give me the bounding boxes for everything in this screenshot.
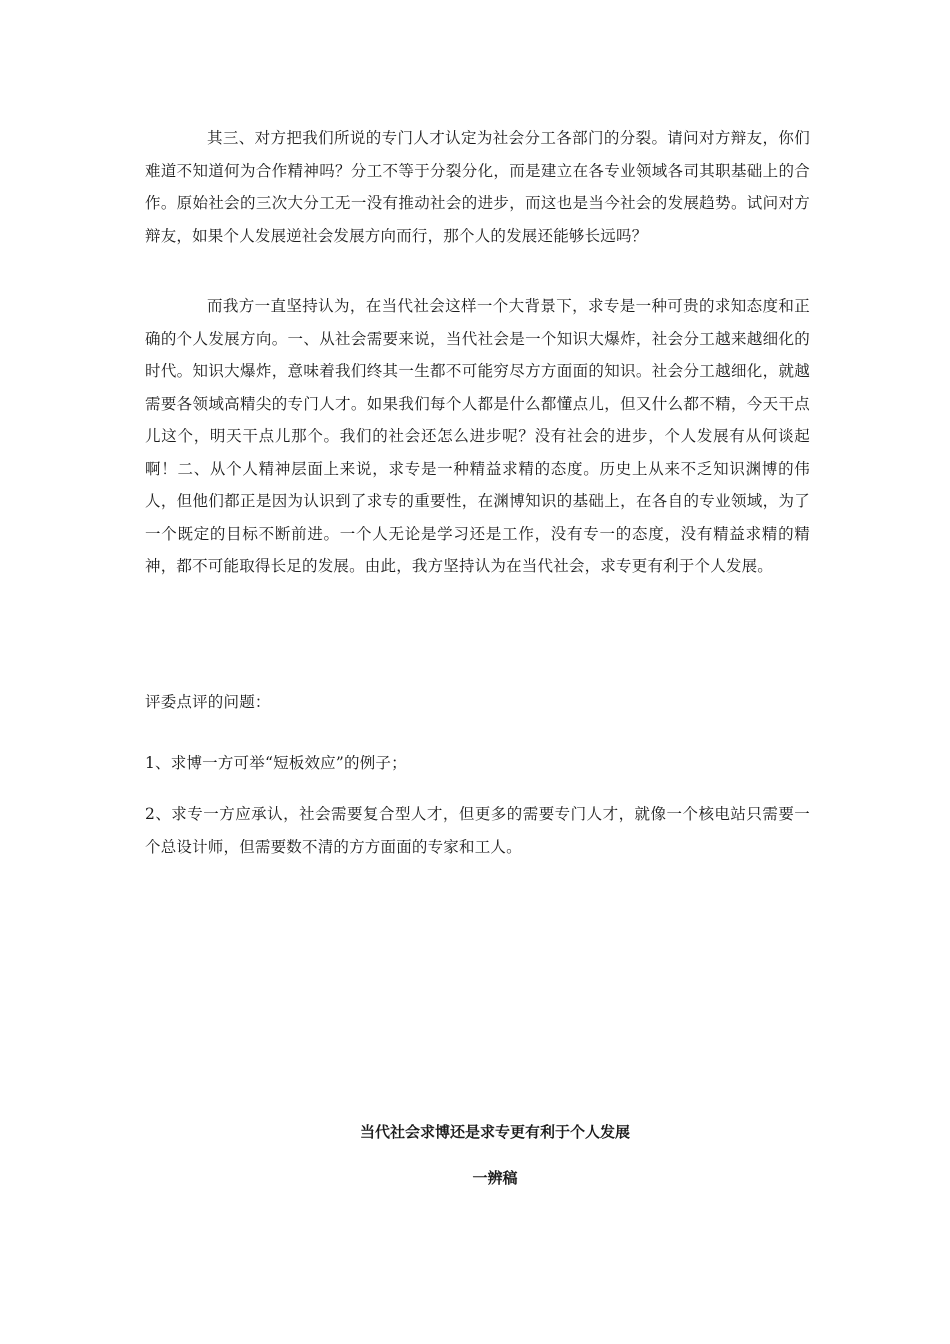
paragraph-comment-two: 2、求专一方应承认，社会需要复合型人才，但更多的需要专门人才，就像一个核电站只需要一个总设计师，但需要数不清的方方面面的专家和工人。 bbox=[145, 805, 810, 856]
document-subtitle: 一辨稿 bbox=[472, 1169, 518, 1187]
paragraph-comment-one: 1、求博一方可举“短板效应”的例子； bbox=[145, 754, 407, 772]
paragraph-judges-comments-heading: 评委点评的问题： bbox=[145, 693, 271, 711]
paragraph-our-position: 而我方一直坚持认为，在当代社会这样一个大背景下，求专是一种可贵的求知态度和正确的个人发展方向。一、从社会需要来说，当代社会是一个知识大爆炸，社会分工越来越细化的时代。知识大爆炸，意味着我们终其一生都不可能穷尽方方面面的知识。社会分工越细化，就越需要各领域高精尖的专门人才。如果我们每个人都是什么都懂点儿，但又什么都不精，今天干点儿这个，明天干点儿那个。我们的社会还怎么进步呢？没有社会的进步，个人发展有从何谈起啊！二、从个人精神层面上来说，求专是一种精益求精的态度。历史上从来不乏知识渊博的伟人，但他们都正是因为认识到了求专的重要性，在渊博知识的基础上，在各自的专业领域，为了一个既定的目标不断前进。一个人无论是学习还是工作，没有专一的态度，没有精益求精的精神，都不可能取得长足的发展。由此，我方坚持认为在当代社会，求专更有利于个人发展。 bbox=[145, 297, 810, 575]
document-title: 当代社会求博还是求专更有利于个人发展 bbox=[359, 1123, 630, 1141]
paragraph-rebuttal-three: 其三、对方把我们所说的专门人才认定为社会分工各部门的分裂。请问对方辩友，你们难道不知道何为合作精神吗？分工不等于分裂分化，而是建立在各专业领域各司其职基础上的合作。原始社会的三次大分工无一没有推动社会的进步，而这也是当今社会的发展趋势。试问对方辩友，如果个人发展逆社会发展方向而行，那个人的发展还能够长远吗？ bbox=[145, 129, 810, 245]
